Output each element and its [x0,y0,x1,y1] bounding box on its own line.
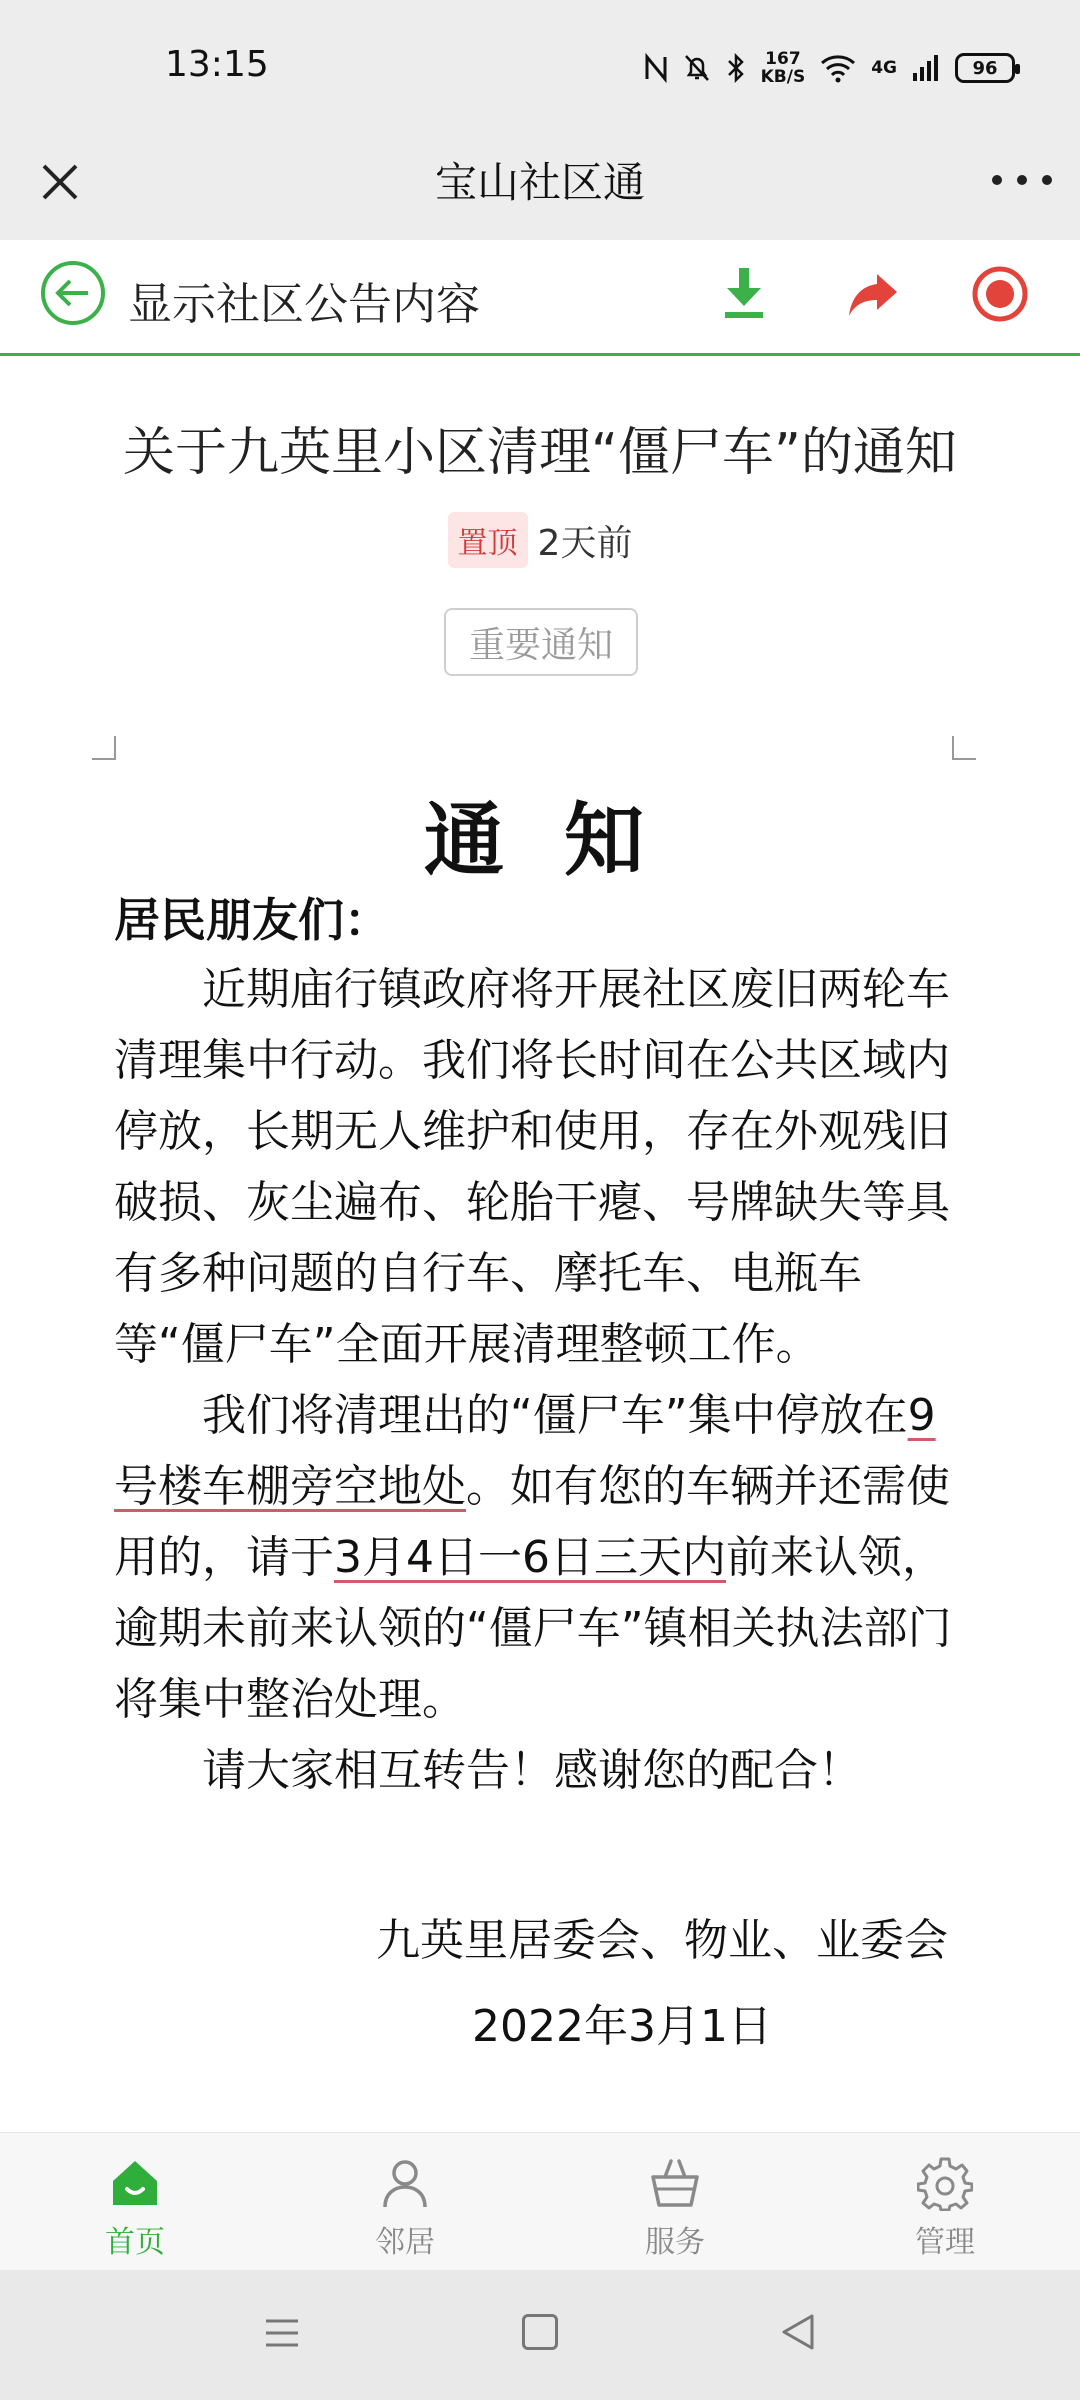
tag-important-notice[interactable]: 重要通知 [444,608,638,676]
network-type: 4G [871,58,897,78]
person-icon [377,2155,433,2211]
toolbar [0,240,1080,356]
document-body [114,954,966,1806]
bluetooth-icon [725,52,747,84]
article-time: 2天前 [537,522,633,564]
signal-icon [911,53,941,83]
gear-icon [917,2155,973,2211]
back-arrow-icon[interactable] [40,260,106,326]
system-nav-bar [0,2270,1080,2400]
nav-item-services[interactable] [540,2133,810,2270]
nav-label-services: 服务 [645,2225,705,2260]
document-heading: 通知 [424,794,704,887]
document-greeting: 居民朋友们： [114,893,390,947]
nav-item-manage[interactable] [810,2133,1080,2270]
date-range-highlight: 3月4日一6日三天内 [334,1532,726,1583]
wifi-icon [819,53,857,83]
article-title: 关于九英里小区清理“僵尸车”的通知 [123,423,957,483]
net-speed [761,50,806,86]
nav-item-neighbors[interactable] [270,2133,540,2270]
home-icon [107,2155,163,2211]
document-signature: 九英里居委会、物业、业委会 [376,1915,948,1966]
nav-item-home[interactable] [0,2133,270,2270]
crop-corner-top-left [92,736,116,760]
home-button-icon[interactable] [522,2314,558,2350]
nav-label-manage: 管理 [915,2225,975,2260]
back-triangle-icon[interactable] [778,2312,818,2352]
net-speed-value: 167 [765,49,801,69]
status-icons [643,46,1015,90]
share-icon[interactable] [845,266,901,322]
paragraph-1: 近期庙行镇政府将开展社区废旧两轮车清理集中行动。我们将长时间在公共区域内停放，长期无人维护和使用，存在外观残旧破损、灰尘遍布、轮胎干瘪、号牌缺失等具有多种问题的自行车、摩托车、电瓶车等“僵尸车”全面开展清理整顿工作。 [114,964,950,1370]
toolbar-title: 显示社区公告内容 [128,279,480,330]
battery-indicator: 96 [955,53,1015,83]
paragraph-2-part-a: 我们将清理出的“僵尸车”集中停放在 [202,1390,908,1441]
record-icon[interactable] [970,264,1030,324]
nav-label-neighbors: 邻居 [375,2225,435,2260]
paragraph-2-part-e: 前来认领，逾期未前来认领的“僵尸车”镇相关执法部门将集中整治处理。 [114,1532,952,1725]
nav-label-home: 首页 [105,2225,165,2260]
page-title: 宝山社区通 [434,158,645,207]
title-bar [0,130,1080,240]
status-bar [0,0,1080,130]
more-options-icon[interactable] [992,160,1052,200]
status-time: 13:15 [165,44,269,85]
paragraph-2-part-c: 。如有您的车辆并还需使用的，请于 [114,1461,950,1583]
article-meta [0,512,1080,568]
recent-apps-icon[interactable] [264,2316,300,2350]
paragraph-3: 请大家相互转告！感谢您的配合！ [202,1745,862,1796]
download-icon[interactable] [717,264,771,324]
bottom-nav [0,2132,1080,2270]
location-highlight: 9号楼车棚旁空地处 [114,1390,936,1512]
paragraph-2 [114,1380,966,1735]
pinned-badge: 置顶 [448,512,528,568]
nfc-icon [643,53,669,83]
crop-corner-top-right [952,736,976,760]
notice-document [92,736,976,2126]
basket-icon [647,2155,703,2211]
net-speed-unit: KB/S [760,67,806,87]
mute-bell-icon [683,53,711,83]
document-date: 2022年3月1日 [472,2001,772,2052]
